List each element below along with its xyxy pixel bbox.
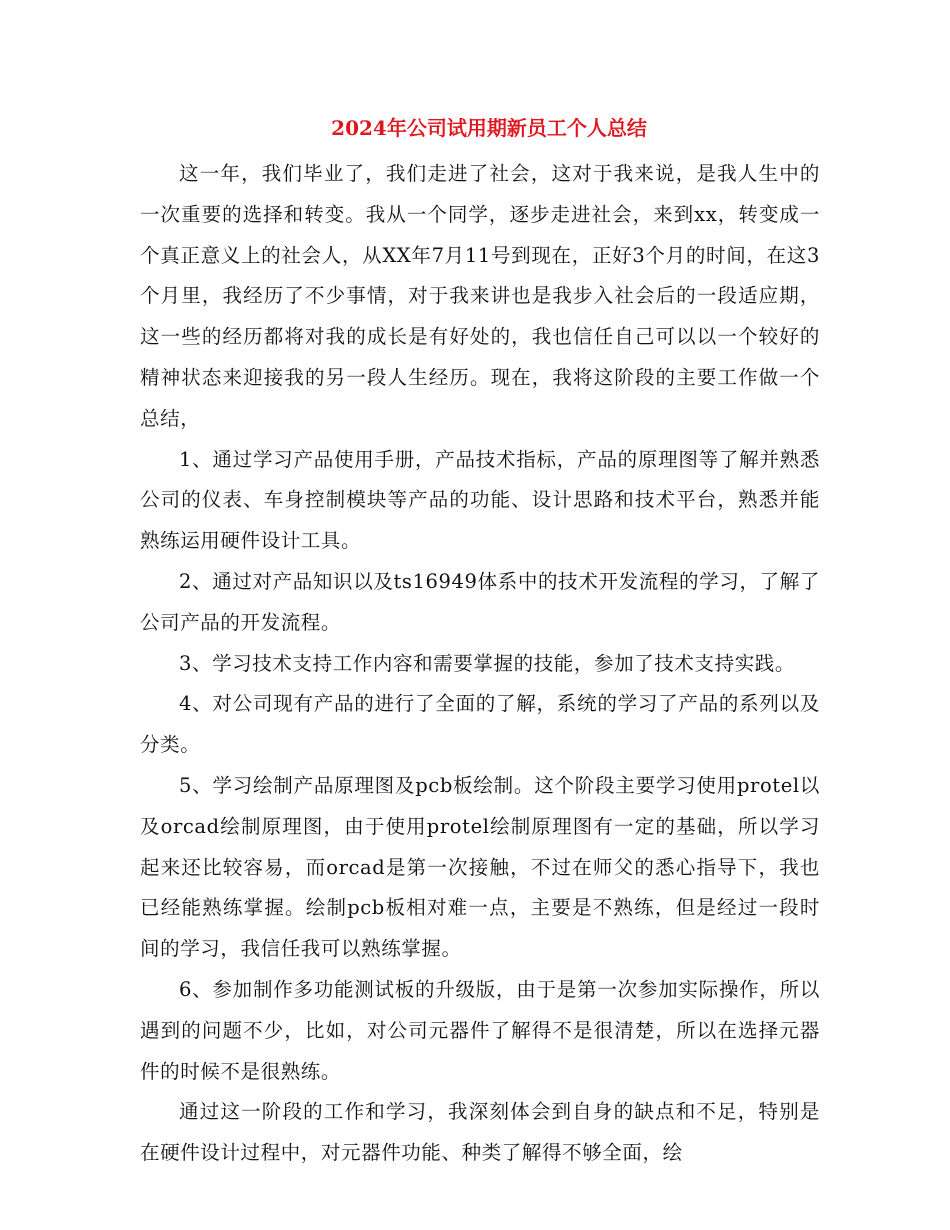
paragraph-item-1: 1、通过学习产品使用手册，产品技术指标，产品的原理图等了解并熟悉公司的仪表、车身控制模块等产品的功能、设计思路和技术平台，熟悉并能熟练运用硬件设计工具。 — [140, 447, 820, 553]
paragraph-intro: 这一年，我们毕业了，我们走进了社会，这对于我来说，是我人生中的一次重要的选择和转变。我从一个同学，逐步走进社会，来到xx，转变成一个真正意义上的社会人，从XX年7月11号到现在，正好3个月的时间，在这3个月里，我经历了不少事情，对于我来讲也是我步入社会后的一段适应期，这一些的经历都将对我的成长是有好处的，我也信任自己可以以一个较好的精神状态来迎接我的另一段人生经历。现在，我将这阶段的主要工作做一个总结， — [140, 162, 820, 430]
paragraph-item-2: 2、通过对产品知识以及ts16949体系中的技术开发流程的学习，了解了公司产品的开发流程。 — [140, 569, 820, 634]
document-title: 2024年公司试用期新员工个人总结 — [331, 116, 647, 140]
paragraph-item-3: 3、学习技术支持工作内容和需要掌握的技能，参加了技术支持实践。 — [179, 651, 796, 675]
paragraph-item-6: 6、参加制作多功能测试板的升级版，由于是第一次参加实际操作，所以遇到的问题不少，比如，对公司元器件了解得不是很清楚，所以在选择元器件的时候不是很熟练。 — [140, 977, 820, 1083]
paragraph-item-5: 5、学习绘制产品原理图及pcb板绘制。这个阶段主要学习使用protel以及orcad绘制原理图，由于使用protel绘制原理图有一定的基础，所以学习起来还比较容易，而orcad是第一次接触，不过在师父的悉心指导下，我也已经能熟练掌握。绘制pcb板相对难一点，主要是不熟练，但是经过一段时间的学习，我信任我可以熟练掌握。 — [140, 773, 820, 961]
document-page — [140, 112, 820, 1174]
paragraph-conclusion: 通过这一阶段的工作和学习，我深刻体会到自身的缺点和不足，特别是在硬件设计过程中，对元器件功能、种类了解得不够全面，绘 — [140, 1100, 820, 1165]
paragraph-item-4: 4、对公司现有产品的进行了全面的了解，系统的学习了产品的系列以及分类。 — [140, 692, 820, 757]
